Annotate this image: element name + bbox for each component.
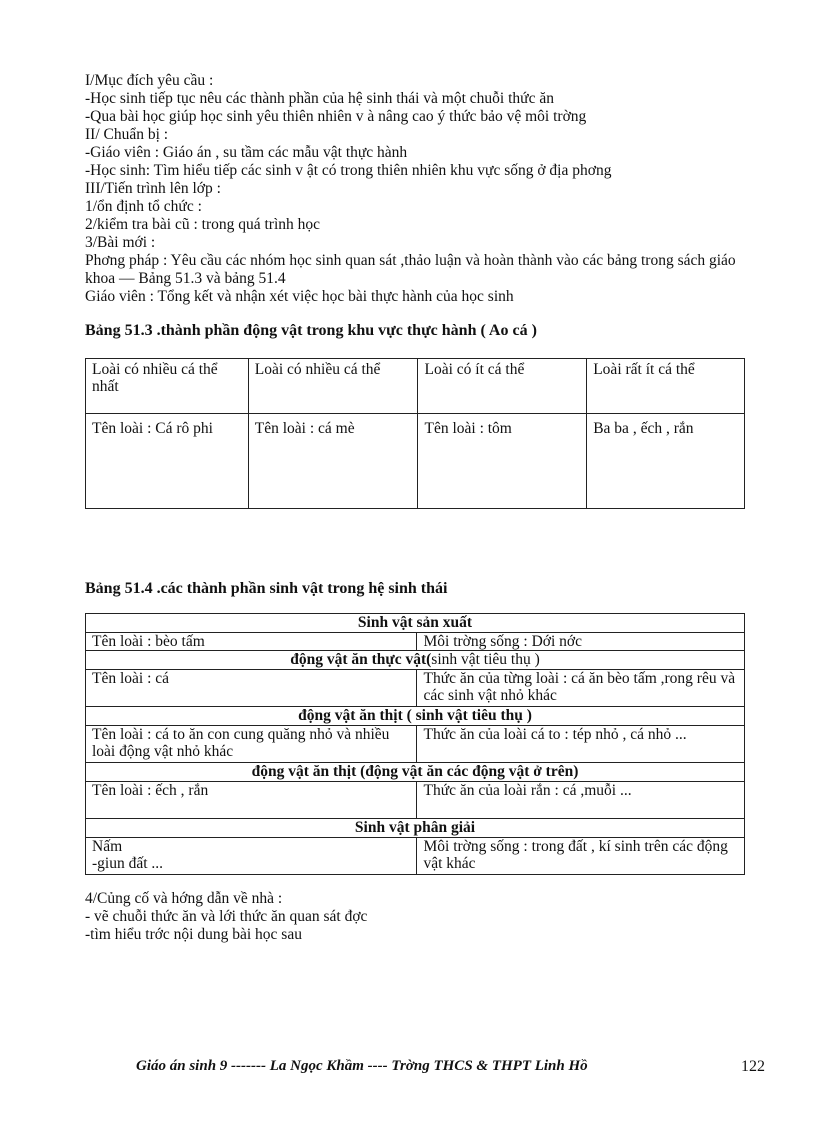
section-row (86, 651, 745, 670)
table-51-3-title: Bảng 51.3 .thành phần động vật trong khu vực thực hành ( Ao cá ) (85, 322, 537, 339)
table-cell: Tên loài : cá mè (248, 414, 418, 509)
table-51-4-title: Bảng 51.4 .các thành phần sinh vật trong hệ sinh thái (85, 580, 448, 597)
table-row (86, 633, 745, 651)
table-cell: Tên loài : cá (86, 670, 417, 707)
table-header-cell: Loài có ít cá thể (418, 359, 587, 414)
outro-line: - vẽ chuỗi thức ăn và lới thức ăn quan sát đợc (85, 908, 368, 925)
decomposer-earthworm: -giun đất ... (92, 855, 164, 872)
intro-line: -Học sinh tiếp tục nêu các thành phần của hệ sinh thái và một chuỗi thức ăn (85, 90, 554, 107)
lesson-intro (85, 72, 765, 306)
section-herbivores-plain: sinh vật tiêu thụ ) (431, 651, 540, 668)
table-header-cell: Loài có nhiều cá thể (248, 359, 418, 414)
table-cell: Thức ăn của loài cá to : tép nhỏ , cá nhỏ ... (417, 726, 745, 763)
table-cell: Tên loài : bèo tấm (86, 633, 417, 651)
section-row (86, 819, 745, 838)
table-header-cell: Loài có nhiều cá thể nhất (86, 359, 249, 414)
table-cell: Tên loài : tôm (418, 414, 587, 509)
section-herbivores-bold: động vật ăn thực vật( (290, 651, 432, 668)
section-decomposers: Sinh vật phân giải (86, 819, 745, 838)
section-top-carnivores: động vật ăn thịt (động vật ăn các động vật ở trên) (86, 763, 745, 782)
intro-line: I/Mục đích yêu cầu : (85, 72, 214, 89)
outro-line: -tìm hiểu trớc nội dung bài học sau (85, 926, 302, 943)
table-row (86, 838, 745, 875)
outro-line: 4/Củng cố và hớng dẫn về nhà : (85, 890, 283, 907)
section-row (86, 614, 745, 633)
intro-line: 3/Bài mới : (85, 234, 156, 251)
table-row (86, 726, 745, 763)
table-header-cell: Loài rất ít cá thể (587, 359, 745, 414)
section-producers: Sinh vật sản xuất (86, 614, 745, 633)
lesson-outro (85, 890, 367, 944)
intro-line: -Học sinh: Tìm hiểu tiếp các sinh v ật có trong thiên nhiên khu vực sống ở địa phơng (85, 162, 612, 179)
table-row (86, 670, 745, 707)
table-cell: Thức ăn của loài rắn : cá ,muỗi ... (417, 782, 745, 819)
section-carnivores: động vật ăn thịt ( sinh vật tiêu thụ ) (86, 707, 745, 726)
table-cell: Ba ba , ếch , rắn (587, 414, 745, 509)
intro-line: III/Tiến trình lên lớp : (85, 180, 221, 197)
intro-line: II/ Chuẩn bị : (85, 126, 169, 143)
table-row (86, 414, 745, 509)
decomposer-fungi: Nấm (92, 838, 123, 855)
table-cell: Môi trờng sống : trong đất , kí sinh trên các động vật khác (417, 838, 745, 875)
table-cell: Môi trờng sống : Dới nớc (417, 633, 745, 651)
page-footer: Giáo án sinh 9 ------- La Ngọc Khầm ---- Trờng THCS & THPT Linh Hồ (136, 1058, 588, 1074)
table-cell: Tên loài : cá to ăn con cung quăng nhỏ và nhiều loài động vật nhỏ khác (86, 726, 417, 763)
intro-line: Giáo viên : Tổng kết và nhận xét việc học bài thực hành của học sinh (85, 288, 514, 305)
intro-line: -Qua bài học giúp học sinh yêu thiên nhiên v à nâng cao ý thức bảo vệ môi trờng (85, 108, 587, 125)
intro-line: 2/kiểm tra bài cũ : trong quá trình học (85, 216, 321, 233)
intro-line: Phơng pháp : Yêu cầu các nhóm học sinh quan sát ,thảo luận và hoàn thành vào các bảng trong sách giáo khoa — Bảng 51.3 và bảng 51.4 (85, 252, 736, 287)
table-51-4 (85, 613, 745, 875)
intro-line: -Giáo viên : Giáo án , su tầm các mẫu vật thực hành (85, 144, 408, 161)
table-cell: Tên loài : ếch , rắn (86, 782, 417, 819)
table-cell (86, 838, 417, 875)
section-row (86, 763, 745, 782)
page-number: 122 (741, 1058, 765, 1075)
section-row (86, 707, 745, 726)
table-51-3 (85, 358, 745, 509)
table-header-row (86, 359, 745, 414)
table-cell: Thức ăn của từng loài : cá ăn bèo tấm ,rong rêu và các sinh vật nhỏ khác (417, 670, 745, 707)
table-row (86, 782, 745, 819)
intro-line: 1/ổn định tổ chức : (85, 198, 202, 215)
table-cell: Tên loài : Cá rô phi (86, 414, 249, 509)
section-herbivores (86, 651, 745, 670)
